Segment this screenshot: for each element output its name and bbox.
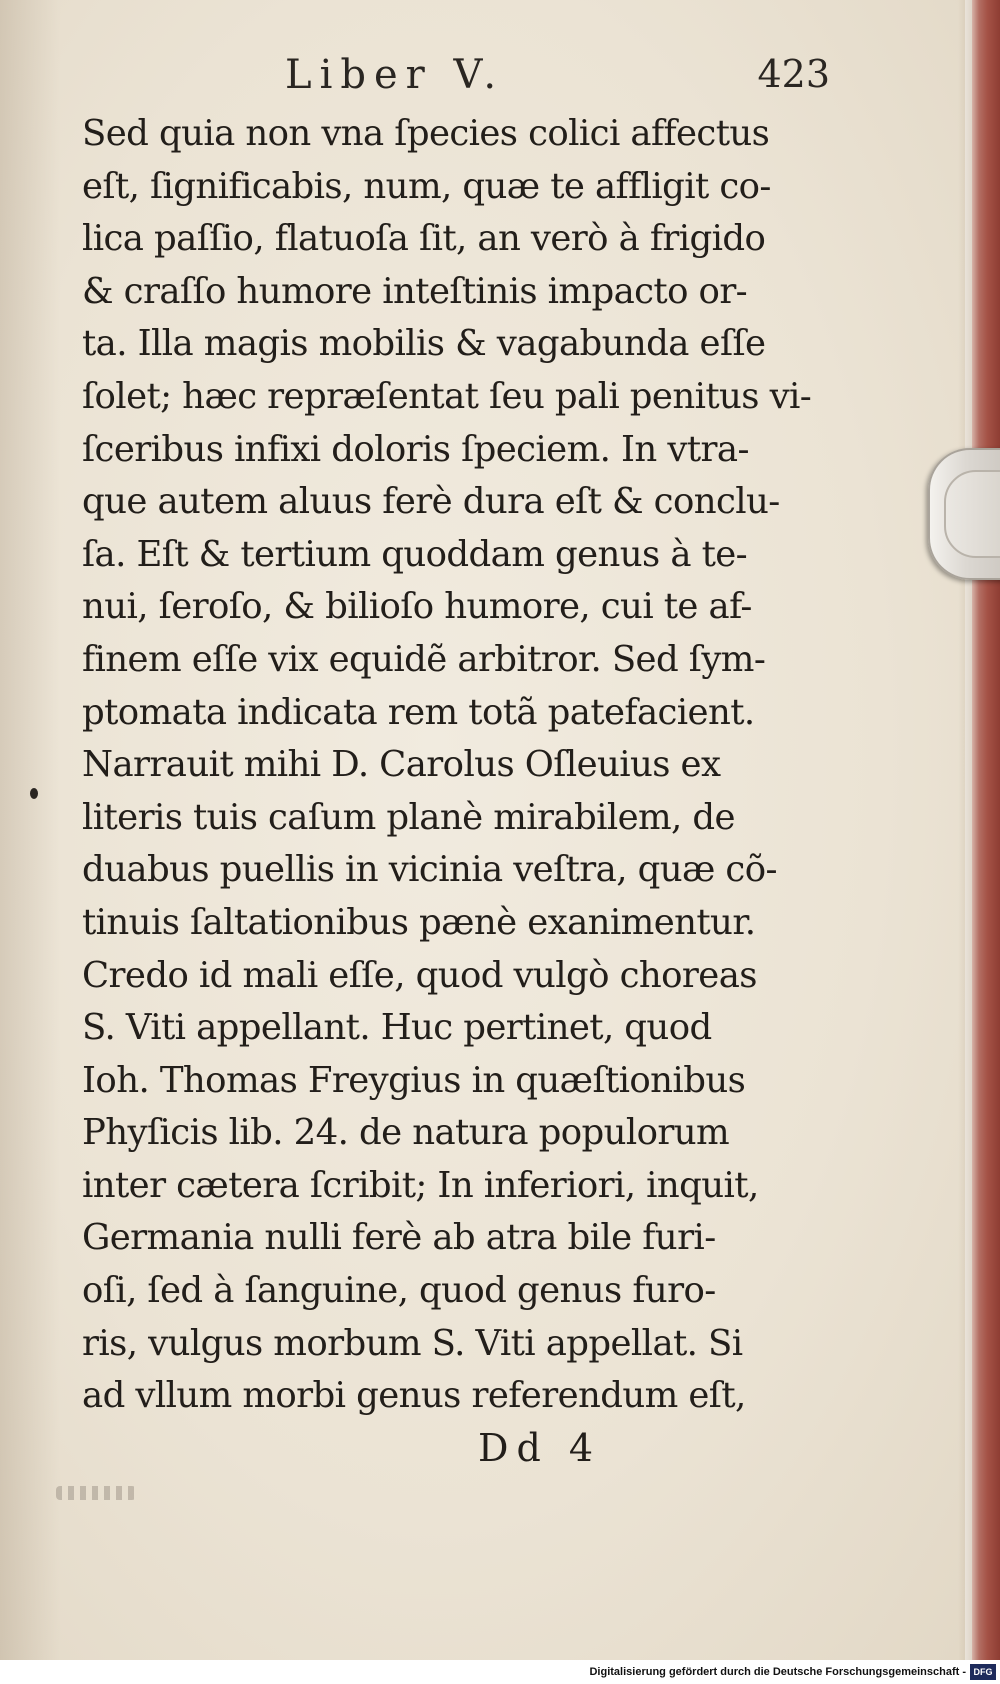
text-line: ptomata indicata rem totã patefacient. xyxy=(82,691,755,733)
text-line: & craſſo humore inteſtinis impacto or- xyxy=(82,270,748,312)
text-line: ſa. Eſt & tertium quoddam genus à te- xyxy=(82,533,748,575)
text-line: finem eſſe vix equidẽ arbitror. Sed ſym- xyxy=(82,638,766,680)
text-line: Narrauit mihi D. Carolus Oſleuius ex xyxy=(82,744,721,786)
text-line: oſi, ſed à ſanguine, quod genus furo- xyxy=(82,1270,716,1312)
text-line: ta. Illa magis mobilis & vagabunda eſſe xyxy=(82,323,766,365)
funding-credit: Digitalisierung gefördert durch die Deutsche Forschungsgemeinschaft - xyxy=(589,1666,966,1678)
body-text xyxy=(82,108,842,1423)
text-line: eſt, ſignificabis, num, quæ te affligit co- xyxy=(82,165,771,207)
text-line: ſolet; hæc repræſentat ſeu pali penitus vi- xyxy=(82,375,812,417)
text-line: que autem aluus ferè dura eſt & conclu- xyxy=(82,481,780,523)
text-line: tinuis ſaltationibus pænè exanimentur. xyxy=(82,901,756,943)
text-line: ris, vulgus morbum S. Viti appellat. Si xyxy=(82,1322,743,1364)
text-line: Sed quia non vna ſpecies colici affectus xyxy=(82,113,770,154)
dfg-logo: DFG xyxy=(970,1664,996,1680)
faint-ink-marks xyxy=(56,1486,136,1500)
text-line: lica paſſio, flatuoſa ſit, an verò à frigido xyxy=(82,218,766,260)
page-header xyxy=(80,52,830,112)
signature-mark: Dd 4 xyxy=(478,1426,602,1470)
text-line: Phyſicis lib. 24. de natura populorum xyxy=(82,1112,730,1154)
page-number: 423 xyxy=(757,52,830,96)
text-line: inter cætera ſcribit; In inferiori, inquit, xyxy=(82,1164,759,1206)
text-line: duabus puellis in vicinia veſtra, quæ cõ- xyxy=(82,849,777,891)
book-clasp-inner xyxy=(944,470,1000,558)
margin-mark xyxy=(30,788,38,799)
gutter-shadow xyxy=(0,0,60,1660)
text-line: nui, ſeroſo, & bilioſo humore, cui te af- xyxy=(82,586,752,628)
text-line: Germania nulli ferè ab atra bile furi- xyxy=(82,1217,716,1259)
text-line: literis tuis caſum planè mirabilem, de xyxy=(82,796,735,838)
text-line: ſceribus infixi doloris ſpeciem. In vtra- xyxy=(82,428,749,470)
book-edge xyxy=(972,0,1000,1660)
text-line: S. Viti appellant. Huc pertinet, quod xyxy=(82,1007,712,1049)
running-head: Liber V. xyxy=(285,52,505,98)
text-line: ad vllum morbi genus referendum eſt, xyxy=(82,1375,746,1417)
page-footer xyxy=(80,1426,840,1486)
text-line: Ioh. Thomas Freygius in quæſtionibus xyxy=(82,1059,746,1101)
text-line: Credo id mali eſſe, quod vulgò choreas xyxy=(82,954,757,996)
